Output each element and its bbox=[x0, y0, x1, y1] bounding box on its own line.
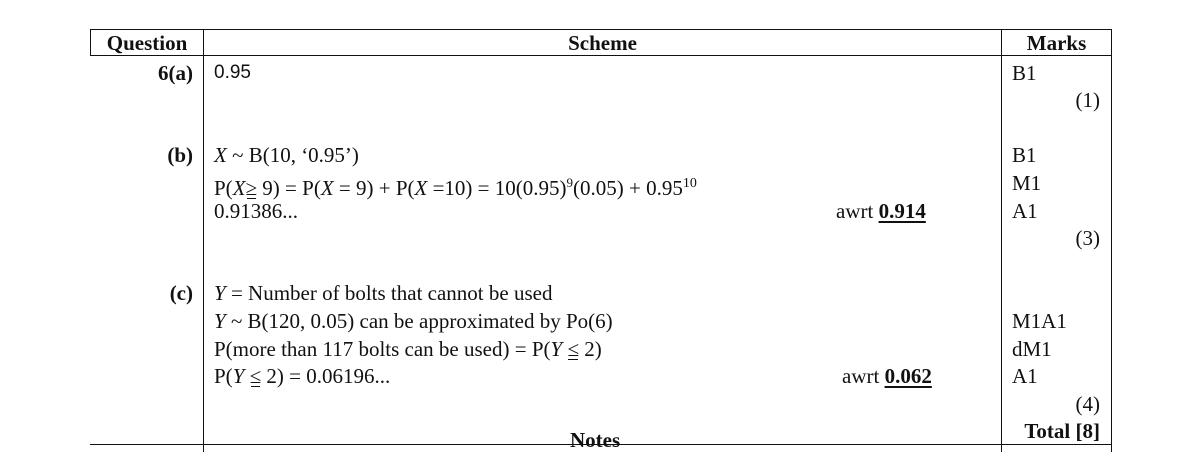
text-span: ~ B(120, 0.05) can be approximated by Po(6) bbox=[225, 309, 613, 333]
part-b-line-3: 0.91386... bbox=[214, 199, 298, 223]
text-span: 2) bbox=[578, 337, 602, 361]
text-span: = 9) + P( bbox=[333, 176, 415, 200]
less-equal-symbol: ≤ bbox=[567, 337, 579, 361]
question-column-divider bbox=[203, 29, 204, 452]
text-span: = Number of bolts that cannot be used bbox=[225, 281, 553, 305]
question-label-b: (b) bbox=[167, 143, 193, 167]
notes-heading: Notes bbox=[570, 428, 621, 452]
variable-x: X bbox=[414, 176, 428, 200]
awrt-label: awrt bbox=[836, 199, 874, 223]
header-question: Question bbox=[106, 31, 188, 55]
awrt-label: awrt bbox=[842, 364, 880, 388]
part-b-awrt bbox=[836, 199, 926, 223]
text-span: P(more than 117 bolts can be used) = P( bbox=[214, 337, 551, 361]
text-span: 2) = 0.06196... bbox=[261, 364, 391, 388]
variable-y: Y bbox=[214, 309, 226, 333]
part-c-mark-1: M1A1 bbox=[1012, 309, 1067, 333]
text-span: P( bbox=[214, 364, 233, 388]
table-top-border bbox=[90, 29, 1112, 30]
header-scheme: Scheme bbox=[568, 31, 637, 55]
part-b-mark-3: A1 bbox=[1012, 199, 1038, 223]
part-c-line-3 bbox=[214, 337, 602, 361]
question-label-c: (c) bbox=[169, 281, 193, 305]
question-total: Total [8] bbox=[1024, 419, 1100, 443]
exponent-10: 10 bbox=[682, 176, 697, 191]
greater-equal-symbol: ≥ bbox=[245, 176, 258, 200]
part-a-subtotal: (1) bbox=[1075, 88, 1100, 112]
part-a-mark: B1 bbox=[1012, 61, 1037, 85]
text-span: =10) = 10(0.95) bbox=[427, 176, 567, 200]
less-equal-symbol: ≤ bbox=[249, 364, 262, 388]
awrt-value: 0.062 bbox=[884, 364, 932, 388]
part-b-line-2 bbox=[214, 171, 697, 200]
part-b-mark-1: B1 bbox=[1012, 143, 1037, 167]
text-span: 9) = P( bbox=[257, 176, 321, 200]
part-c-line-1 bbox=[214, 281, 552, 305]
part-b-subtotal: (3) bbox=[1075, 226, 1100, 250]
header-bottom-border bbox=[90, 55, 1112, 56]
part-c-mark-3: A1 bbox=[1012, 364, 1038, 388]
part-b-line-1-text: ~ B(10, ‘0.95’) bbox=[226, 143, 359, 167]
right-border bbox=[1111, 29, 1112, 452]
part-c-awrt bbox=[842, 364, 932, 388]
part-a-answer: 0.95 bbox=[214, 62, 251, 83]
variable-x: X bbox=[214, 143, 227, 167]
variable-x: X bbox=[320, 176, 334, 200]
variable-x: X bbox=[232, 176, 246, 200]
text-span: (0.05) + 0.95 bbox=[573, 176, 683, 200]
part-c-mark-2: dM1 bbox=[1012, 337, 1052, 361]
header-marks: Marks bbox=[1026, 31, 1087, 55]
part-c-subtotal: (4) bbox=[1075, 392, 1100, 416]
variable-y: Y bbox=[214, 281, 226, 305]
question-label-6a: 6(a) bbox=[158, 61, 193, 85]
part-c-line-2 bbox=[214, 309, 613, 333]
notes-heading-cutoff bbox=[570, 428, 621, 452]
part-b-mark-2: M1 bbox=[1012, 171, 1042, 195]
left-border bbox=[90, 29, 91, 55]
part-c-line-4 bbox=[214, 364, 390, 388]
exponent-9: 9 bbox=[566, 175, 573, 190]
awrt-value: 0.914 bbox=[878, 199, 926, 223]
variable-y: Y bbox=[232, 364, 245, 388]
marks-column-divider bbox=[1001, 29, 1002, 452]
part-b-line-1 bbox=[214, 143, 359, 167]
text-span: P( bbox=[214, 176, 233, 200]
variable-y: Y bbox=[550, 337, 563, 361]
